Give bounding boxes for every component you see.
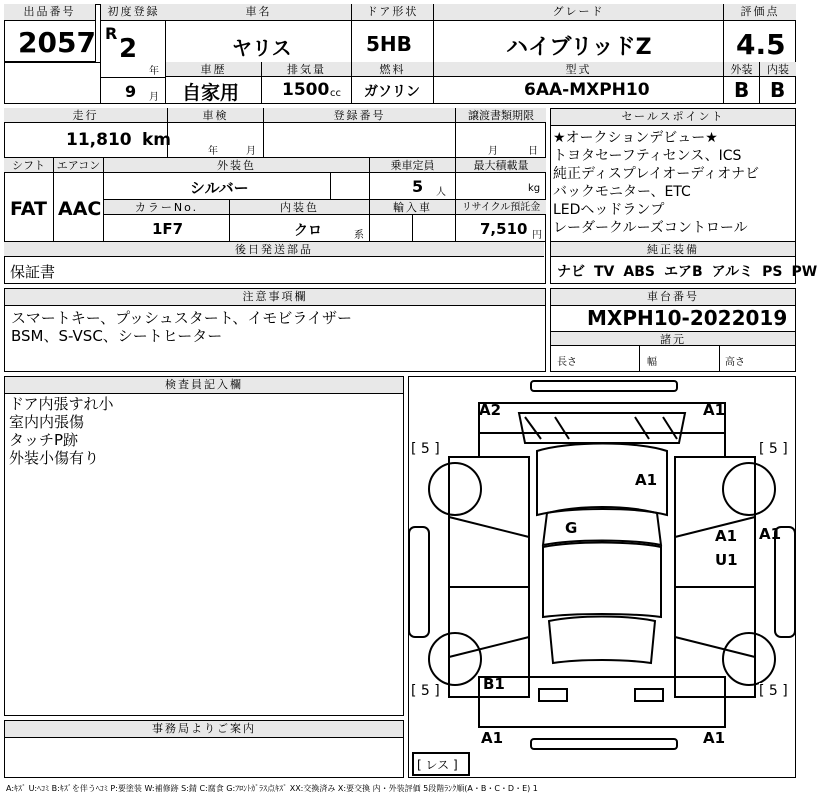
car-name-cell — [166, 4, 352, 62]
car-name: ヤリス — [232, 36, 292, 60]
score-cell — [724, 4, 796, 62]
color-no-cell — [104, 200, 230, 242]
rear-window — [549, 617, 655, 664]
equipment-item: アルミ — [711, 264, 754, 280]
office-section — [4, 720, 404, 778]
inspection-cell — [168, 108, 264, 158]
history: 自家用 — [182, 82, 240, 104]
mark-u1-right-door: U1 — [715, 551, 738, 569]
lot-cell — [4, 4, 96, 62]
transfer-month-unit: 月 — [488, 146, 498, 157]
equipment-list — [557, 261, 826, 281]
notes-section — [4, 288, 546, 372]
score-label: 評価点 — [724, 4, 796, 21]
inspector-note-line: 室内内張傷 — [9, 413, 85, 431]
grade-label: グレード — [434, 4, 723, 21]
import-cell — [370, 200, 456, 242]
grade: ハイブリッドZ — [506, 35, 652, 60]
capacity: 5 — [412, 177, 424, 196]
reg-month: 9 — [125, 82, 137, 101]
interior-label: 内装 — [760, 62, 796, 77]
sales-point-item: トヨタセーフティセンス、ICS — [553, 148, 742, 164]
rear-body — [479, 677, 725, 727]
load-cell — [456, 158, 546, 200]
interior-color-label: 内装色 — [230, 200, 369, 215]
spec-label: 諸元 — [551, 331, 795, 346]
chassis-number: MXPH10-2022019 — [587, 306, 788, 330]
car-name-label: 車名 — [166, 4, 351, 21]
mark-a1-hood: A1 — [635, 471, 658, 489]
model-cell — [434, 62, 724, 104]
inspection-month-unit: 月 — [246, 146, 256, 157]
left-outer-panel — [409, 527, 429, 637]
interior-color: クロ — [294, 223, 322, 239]
mark-b1-rear-left: B1 — [483, 675, 505, 693]
fuel: ガソリン — [364, 84, 420, 100]
later-parts-label: 後日発送部品 — [4, 242, 544, 257]
door-label: ドア形状 — [352, 4, 433, 21]
tire-rl-label: [ 5 ] — [411, 683, 440, 699]
ac: AAC — [58, 198, 102, 220]
model-label: 型式 — [434, 62, 723, 77]
sales-points-list — [553, 129, 759, 237]
notes-list — [11, 309, 352, 345]
inspection-label: 車検 — [168, 108, 263, 123]
notes-line: スマートキー、プッシュスタート、イモビライザー — [11, 309, 352, 327]
later-parts: 保証書 — [10, 263, 56, 281]
right-outer-panel — [775, 527, 795, 637]
plate-label: 登録番号 — [264, 108, 455, 123]
year-unit: 年 — [149, 66, 159, 77]
exterior-cell — [724, 62, 760, 104]
rear-lamp-left — [539, 689, 567, 701]
inspector-note-line: 外装小傷有り — [9, 449, 100, 467]
tire-fl-label: [ 5 ] — [411, 441, 440, 457]
tire-fl — [429, 463, 481, 515]
lot-number: 2057 — [18, 26, 96, 59]
transfer-cell — [456, 108, 546, 158]
sales-point-item: LEDヘッドランプ — [553, 202, 665, 218]
capacity-cell — [370, 158, 456, 200]
mileage-unit: km — [142, 130, 172, 150]
inspector-section — [4, 376, 404, 716]
shift-label: シフト — [4, 158, 53, 173]
color-label: 外装色 — [104, 158, 369, 173]
exterior-label: 外装 — [724, 62, 759, 77]
capacity-label: 乗車定員 — [370, 158, 455, 173]
recycle: 7,510 — [480, 220, 528, 238]
front-bumper-bar — [531, 381, 677, 391]
left-side — [449, 457, 529, 697]
length-label: 長さ — [557, 357, 577, 368]
height-label: 高さ — [725, 357, 745, 368]
shift-cell — [4, 158, 54, 242]
equipment-item: TV — [594, 264, 615, 280]
later-parts-cell — [4, 242, 546, 284]
recycle-label: リサイクル預託金 — [456, 200, 546, 215]
mark-a2-front-left: A2 — [479, 401, 502, 419]
tire-fr-label: [ 5 ] — [759, 441, 788, 457]
plate-cell — [264, 108, 456, 158]
interior-grade: B — [770, 78, 786, 102]
fuel-label: 燃料 — [352, 62, 433, 77]
equipment-item: ナビ — [557, 264, 585, 280]
interior-color-unit: 系 — [354, 230, 364, 241]
equipment-item: ABS — [623, 264, 655, 280]
chassis-label: 車台番号 — [551, 289, 795, 306]
notes-line: BSM、S-VSC、シートヒーター — [11, 327, 223, 345]
displacement-label: 排気量 — [262, 62, 351, 77]
tire-rr-label: [ 5 ] — [759, 683, 788, 699]
color-no-label: カラーNo. — [104, 200, 229, 215]
interior-color-cell — [230, 200, 370, 242]
notes-label: 注意事項欄 — [5, 289, 545, 306]
chassis-section — [550, 288, 796, 372]
score: 4.5 — [736, 28, 786, 61]
first-reg-label: 初度登録 — [101, 4, 166, 21]
car-diagram — [408, 376, 796, 778]
load-label: 最大積載量 — [456, 158, 546, 173]
sales-point-item: ★オークションデビュー★ — [553, 130, 718, 146]
front-body — [479, 403, 725, 433]
mileage-label: 走行 — [4, 108, 167, 123]
inspector-note-line: タッチP跡 — [9, 431, 79, 449]
legend: A:ｷｽﾞ U:ﾍｺﾐ B:ｷｽﾞを伴うﾍｺﾐ P:要塗装 W:補修跡 S:錆 C:腐食 G:ﾌﾛﾝﾄｶﾞﾗｽ点ｷｽﾞ XX:交換済み X:要交換 内・外装評価 5段階ﾗﾝｸ順(A・B・C・D・E) 1 — [6, 784, 538, 793]
displacement-unit: cc — [330, 88, 341, 99]
lot-label: 出品番号 — [4, 4, 95, 21]
hood — [519, 413, 685, 443]
mark-a1-rear-left: A1 — [481, 729, 504, 747]
sales-point-item: バックモニター、ETC — [553, 184, 691, 200]
shift: FAT — [10, 198, 47, 220]
sales-point-item: レーダークルーズコントロール — [553, 220, 748, 236]
displacement-cell — [262, 62, 352, 104]
recycle-unit: 円 — [532, 230, 542, 241]
import-label: 輸入車 — [370, 200, 455, 215]
rear-lamp-right — [635, 689, 663, 701]
mark-a1-front-right: A1 — [703, 401, 726, 419]
capacity-unit: 人 — [436, 187, 446, 198]
model: 6AA-MXPH10 — [524, 80, 650, 100]
rear-bumper-bar — [531, 739, 677, 749]
load-unit: kg — [528, 183, 541, 194]
tire-rl — [429, 633, 481, 685]
displacement: 1500 — [282, 80, 330, 100]
mileage: 11,810 — [66, 130, 132, 150]
month-unit: 月 — [149, 92, 159, 103]
spare-label: [ レス ] — [417, 758, 458, 772]
inspector-notes — [9, 395, 114, 467]
color-cell — [104, 158, 370, 200]
inspector-note-line: ドア内張すれ小 — [9, 395, 114, 413]
exterior-grade: B — [734, 78, 750, 102]
interior-cell — [760, 62, 796, 104]
equipment-item: PS — [762, 264, 783, 280]
first-reg-cell — [100, 4, 166, 104]
mark-a1-right-door: A1 — [715, 527, 738, 545]
equipment-item: PW — [791, 264, 818, 280]
office-label: 事務局よりご案内 — [5, 721, 403, 738]
car-outline-svg — [409, 377, 795, 777]
transfer-day-unit: 日 — [528, 146, 538, 157]
sales-points-label: セールスポイント — [551, 109, 795, 126]
sales-points-section — [550, 108, 818, 284]
mileage-cell — [4, 108, 172, 158]
transfer-label: 譲渡書類期限 — [456, 108, 546, 123]
mark-g-windshield: G — [565, 519, 578, 537]
sales-point-item: 純正ディスプレイオーディオナビ — [553, 166, 760, 182]
reg-year: 2 — [119, 34, 138, 64]
equipment-label: 純正装備 — [551, 241, 795, 257]
inspection-year-unit: 年 — [208, 146, 218, 157]
roof — [543, 543, 661, 618]
history-cell — [166, 62, 262, 104]
windshield — [543, 507, 661, 545]
right-side — [675, 457, 755, 697]
ac-cell — [54, 158, 104, 242]
tire-rr — [723, 633, 775, 685]
mark-a1-right-side: A1 — [759, 525, 782, 543]
fuel-cell — [352, 62, 434, 104]
door-type: 5HB — [366, 32, 412, 56]
color-no: 1F7 — [152, 220, 184, 238]
history-label: 車歴 — [166, 62, 261, 77]
color: シルバー — [190, 179, 249, 197]
width-label: 幅 — [647, 357, 657, 368]
grade-cell — [434, 4, 724, 62]
mark-a1-rear-right: A1 — [703, 729, 726, 747]
equipment-item: エアB — [663, 264, 703, 280]
recycle-cell — [456, 200, 546, 242]
inspector-label: 検査員記入欄 — [5, 377, 403, 394]
tire-fr — [723, 463, 775, 515]
ac-label: エアコン — [54, 158, 103, 173]
era: R — [105, 24, 118, 43]
door-cell — [352, 4, 434, 62]
